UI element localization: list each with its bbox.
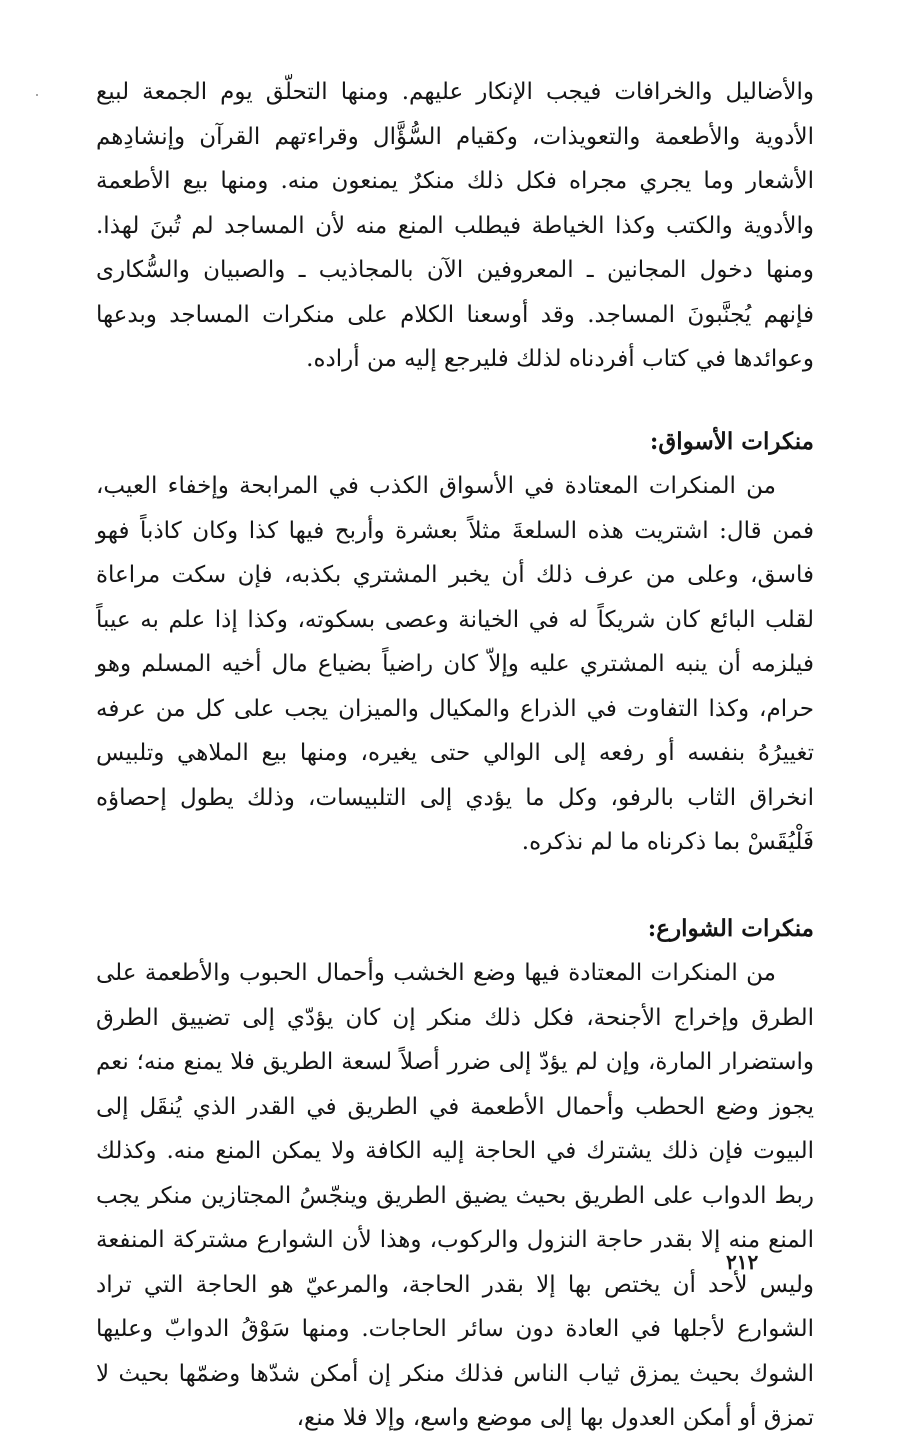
section-paragraph-markets: من المنكرات المعتادة في الأسواق الكذب في المرابحة وإخفاء العيب، فمن قال: اشتريت هذه السلعةَ مثلاً بعشرة وأربح فيها كذا وكان كاذباً فهو فاسق، وعلى من عرف ذلك أن يخبر المشتري بكذبه، فإن سكت مراعاة لقلب البائع كان شريكاً له في الخيانة وعصى بسكوته، وكذا إذا علم به عيباً فيلزمه أن ينبه المشتري عليه وإلاّ كان راضياً بضياع مال أخيه المسلم وهو حرام، وكذا التفاوت في الذراع والمكيال والميزان يجب على كل من عرفه تغييرُهُ بنفسه أو رفعه إلى الوالي حتى يغيره، ومنها بيع الملاهي وتلبيس انخراق الثاب بالرفو، وكل ما يؤدي إلى التلبيسات، وذلك يطول إحصاؤه فَلْيُقَسْ بما ذكرناه ما لم نذكره. xyxy=(96,473,815,855)
page-number: ٢١٢ xyxy=(726,1250,759,1274)
section-heading-markets: منكرات الأسواق: xyxy=(649,427,814,455)
section-paragraph-streets: من المنكرات المعتادة فيها وضع الخشب وأحمال الحبوب والأطعمة على الطرق وإخراج الأجنحة، فكل ذلك منكر إن كان يؤدّي إلى تضييق الطرق واستضرار المارة، وإن لم يؤدّ إلى ضرر أصلاً لسعة الطريق فلا يمنع منه؛ نعم يجوز وضع الحطب وأحمال الأطعمة في الطريق في القدر الذي يُنقَل إلى البيوت فإن ذلك يشترك في الحاجة إليه الكافة ولا يمكن المنع منه. وكذلك ربط الدواب على الطريق بحيث يضيق الطريق وينجّسُ المجتازين منكر يجب المنع منه إلا بقدر حاجة النزول والركوب، وهذا لأن الشوارع مشتركة المنفعة وليس لأحد أن يختص بها إلا بقدر الحاجة، والمرعيّ هو الحاجة التي تراد الشوارع لأجلها في العادة دون سائر الحاجات. ومنها سَوْقُ الدوابّ وعليها الشوك بحيث يمزق ثياب الناس فذلك منكر إن أمكن شدّها وضمّها بحيث لا تمزق أو أمكن العدول بها إلى موضع واسع، وإلا فلا منع، xyxy=(96,960,814,1431)
scan-speck xyxy=(36,94,38,96)
section-heading-streets: منكرات الشوارع: xyxy=(647,914,814,942)
book-page xyxy=(96,70,814,1441)
intro-paragraph: والأضاليل والخرافات فيجب الإنكار عليهم. ومنها التحلّق يوم الجمعة لبيع الأدوية والأطعمة والتعويذات، وكقيام السُّؤَّال وقراءتهم القرآن وإنشادِهم الأشعار وما يجري مجراه فكل ذلك منكرٌ يمنعون منه. ومنها بيع الأطعمة والأدوية والكتب وكذا الخياطة فيطلب المنع منه لأن المساجد لم تُبنَ لهذا. ومنها دخول المجانين ـ المعروفين الآن بالمجاذيب ـ والصبيان والسُّكارى فإنهم يُجنَّبونَ المساجد. وقد أوسعنا الكلام على منكرات المساجد وبدعها وعوائدها في كتاب أفردناه لذلك فليرجع إليه من أراده. xyxy=(96,79,814,372)
